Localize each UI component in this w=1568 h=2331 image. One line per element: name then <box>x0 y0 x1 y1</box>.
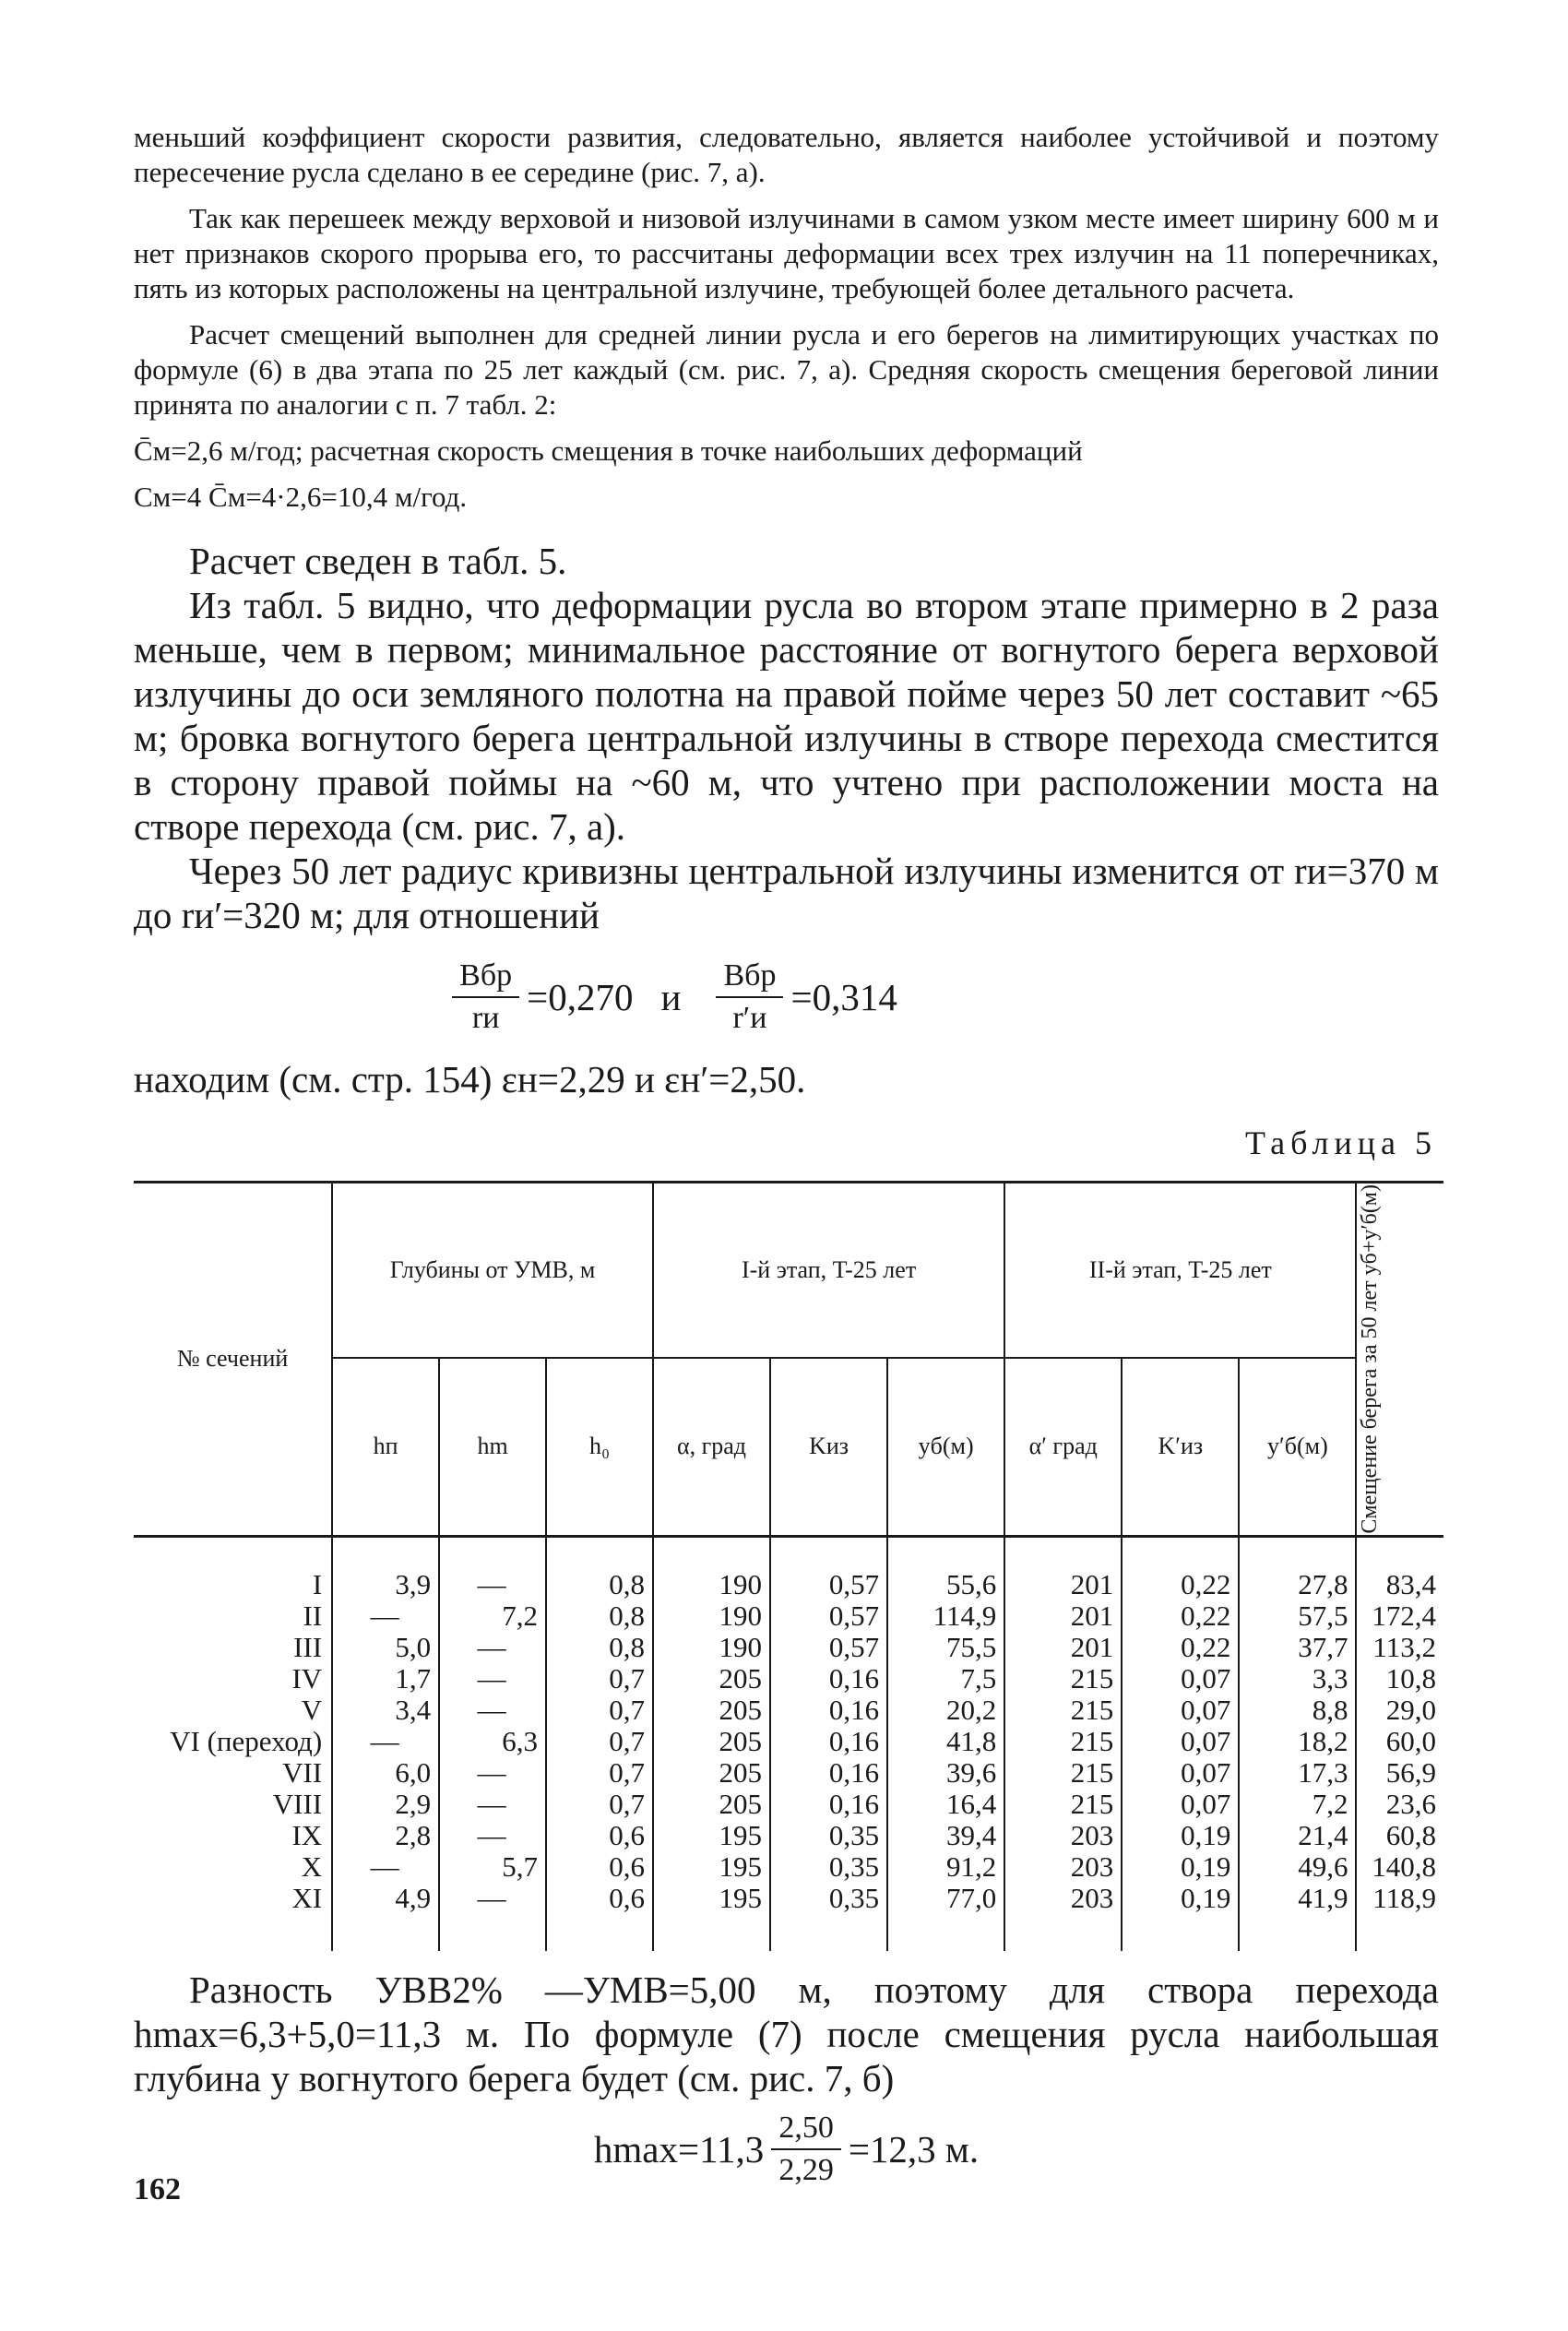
table-row <box>134 1695 1443 1726</box>
sub-header-alpha2: α′ град <box>1004 1358 1122 1537</box>
table-cell: — <box>439 1883 546 1951</box>
table-cell: — <box>439 1789 546 1820</box>
sub-header-h0: h₀ <box>546 1358 653 1537</box>
table-cell: 0,19 <box>1122 1851 1239 1883</box>
table-cell: 57,5 <box>1239 1600 1356 1632</box>
table-cell: 0,07 <box>1122 1726 1239 1757</box>
sub-header-kiz2: K′из <box>1122 1358 1239 1537</box>
table-cell: 23,6 <box>1356 1789 1443 1820</box>
paragraph-3: Расчет смещений выполнен для средней линии русла и его берегов на лимитирующих участках по формуле (6) в два этапа по 25 лет каждый (см. рис. 7, а). Средняя скорость смещения береговой линии принята по аналогии с п. 7 табл. 2: <box>134 318 1439 421</box>
table-cell: 75,5 <box>887 1632 1004 1663</box>
table-cell: 172,4 <box>1356 1600 1443 1632</box>
ratio-fraction-2: $\frac{\text{Bбр}}{r'и}$ <box>716 956 783 1039</box>
table-cell: 0,35 <box>770 1820 887 1851</box>
table-cell: 10,8 <box>1356 1663 1443 1695</box>
table-cell: 39,4 <box>887 1820 1004 1851</box>
table-cell: — <box>439 1632 546 1663</box>
table-cell: 2,9 <box>332 1789 439 1820</box>
table-row <box>134 1883 1443 1951</box>
table-cell: 0,19 <box>1122 1883 1239 1951</box>
paragraph-main: Из табл. 5 видно, что деформации русла во втором этапе примерно в 2 раза меньше, чем в первом; минимальное расстояние от вогнутого берега верховой излучины до оси земляного полотна на правой пойме через 50 лет составит ~65 м; бровка вогнутого берега центральной излучины в створе перехода сместится в сторону правой поймы на ~60 м, что учтено при расположении моста на створе перехода (см. рис. 7, а). <box>134 584 1439 848</box>
table-cell: 39,6 <box>887 1757 1004 1789</box>
table-row <box>134 1632 1443 1663</box>
table-cell: 203 <box>1004 1851 1122 1883</box>
table-cell: 195 <box>653 1820 770 1851</box>
table-row <box>134 1851 1443 1883</box>
table-cell: 3,9 <box>332 1536 439 1600</box>
paragraph-find: находим (см. стр. 154) εн=2,29 и εн′=2,50. <box>134 1058 806 1100</box>
table-cell: — <box>332 1726 439 1757</box>
table-cell: 190 <box>653 1632 770 1663</box>
table-cell: 3,3 <box>1239 1663 1356 1695</box>
table-cell: 29,0 <box>1356 1695 1443 1726</box>
table-cell: — <box>332 1851 439 1883</box>
table-cell: 6,0 <box>332 1757 439 1789</box>
table-cell: 190 <box>653 1600 770 1632</box>
group-stage1: I-й этап, T-25 лет <box>653 1183 1004 1358</box>
table-cell: 203 <box>1004 1820 1122 1851</box>
sub-header-yb: yб(м) <box>887 1358 1004 1537</box>
table-cell: 118,9 <box>1356 1883 1443 1951</box>
table-cell: 0,22 <box>1122 1632 1239 1663</box>
table-cell: 201 <box>1004 1632 1122 1663</box>
table-cell: 0,6 <box>546 1883 653 1951</box>
table-cell: 6,3 <box>439 1726 546 1757</box>
table-cell: 55,6 <box>887 1536 1004 1600</box>
table-cell: — <box>439 1757 546 1789</box>
velocity-formula-1: C̄м=2,6 м/год; расчетная скорость смещения в точке наибольших деформаций <box>134 434 1083 467</box>
table-row <box>134 1726 1443 1757</box>
table-cell: 205 <box>653 1726 770 1757</box>
section-name: IX <box>291 1818 323 1851</box>
table-cell: 0,16 <box>770 1663 887 1695</box>
table-cell: 0,16 <box>770 1726 887 1757</box>
table-cell: 0,22 <box>1122 1536 1239 1600</box>
table-cell: 0,22 <box>1122 1600 1239 1632</box>
table-cell: 8,8 <box>1239 1695 1356 1726</box>
table-cell: 205 <box>653 1757 770 1789</box>
section-name: VI (переход) <box>170 1724 323 1757</box>
table-cell: — <box>439 1695 546 1726</box>
table-cell: 56,9 <box>1356 1757 1443 1789</box>
paragraph-calc: Расчет сведен в табл. 5. <box>189 540 567 582</box>
table-cell: 83,4 <box>1356 1536 1443 1600</box>
velocity-formula-2: Cм=4 C̄м=4·2,6=10,4 м/год. <box>134 481 468 513</box>
table-cell: 190 <box>653 1536 770 1600</box>
col-shift-header: Смещение берега за 50 лет yб+y′б(м) <box>1356 1183 1443 1537</box>
table-caption: Таблица 5 <box>1245 1124 1437 1161</box>
table-cell: 0,19 <box>1122 1820 1239 1851</box>
sub-header-kiz: Kиз <box>770 1358 887 1537</box>
table-row <box>134 1600 1443 1632</box>
table-cell: 0,8 <box>546 1600 653 1632</box>
table-row <box>134 1536 1443 1600</box>
ratio-fraction-1: $\frac{\text{Bбр}}{rи}$ <box>452 956 519 1039</box>
table-cell: 0,6 <box>546 1851 653 1883</box>
table-cell: 1,7 <box>332 1663 439 1695</box>
table-cell: 215 <box>1004 1726 1122 1757</box>
table-cell: 16,4 <box>887 1789 1004 1820</box>
table-cell: 41,9 <box>1239 1883 1356 1951</box>
table-cell: 0,57 <box>770 1632 887 1663</box>
table-cell: 205 <box>653 1789 770 1820</box>
table-cell: 0,7 <box>546 1726 653 1757</box>
table-cell: 0,57 <box>770 1536 887 1600</box>
sub-header-yb2: y′б(м) <box>1239 1358 1356 1537</box>
table-cell: — <box>332 1600 439 1632</box>
table-cell: 41,8 <box>887 1726 1004 1757</box>
table-row <box>134 1663 1443 1695</box>
table-cell: 0,16 <box>770 1757 887 1789</box>
table-cell: 0,7 <box>546 1789 653 1820</box>
table-cell: 0,07 <box>1122 1757 1239 1789</box>
table-cell: 0,35 <box>770 1883 887 1951</box>
table-cell: 0,7 <box>546 1663 653 1695</box>
table-cell: — <box>439 1663 546 1695</box>
table-cell: 3,4 <box>332 1695 439 1726</box>
section-name: III <box>293 1630 323 1663</box>
table-cell: 5,7 <box>439 1851 546 1883</box>
table-row <box>134 1789 1443 1820</box>
group-depths: Глубины от УМВ, м <box>332 1183 653 1358</box>
table-cell: 60,8 <box>1356 1820 1443 1851</box>
table-cell: 2,8 <box>332 1820 439 1851</box>
table-cell: 0,16 <box>770 1695 887 1726</box>
table-cell: 113,2 <box>1356 1632 1443 1663</box>
table-cell: 0,7 <box>546 1695 653 1726</box>
table-cell: 201 <box>1004 1600 1122 1632</box>
table-cell: 0,07 <box>1122 1789 1239 1820</box>
sub-header-hp: hп <box>332 1358 439 1537</box>
paragraph-2: Так как перешеек между верховой и низовой излучинами в самом узком месте имеет ширину 600 м и нет признаков скорого прорыва его, то рассчитаны деформации всех трех излучин на 11 поперечниках, пять из которых расположены на центральной излучине, требующей более детального расчета. <box>134 202 1439 304</box>
table-row <box>134 1820 1443 1851</box>
table-cell: — <box>439 1820 546 1851</box>
table-cell: 215 <box>1004 1789 1122 1820</box>
table-cell: 195 <box>653 1851 770 1883</box>
paragraph-radius: Через 50 лет радиус кривизны центральной излучины изменится от rи=370 м до rи′=320 м; для отношений <box>134 850 1439 936</box>
table-body <box>134 1536 1443 1951</box>
intro-text <box>134 120 1439 515</box>
table-cell: 215 <box>1004 1695 1122 1726</box>
table-cell: 0,8 <box>546 1632 653 1663</box>
table-cell: 0,35 <box>770 1851 887 1883</box>
table-cell: 7,5 <box>887 1663 1004 1695</box>
group-stage2: II-й этап, T-25 лет <box>1004 1183 1356 1358</box>
ratio-formula: $\frac{\text{Bбр}}{rи}$ =0,270 и $\frac{\text{Bбр}}{r'и}$ =0,314 <box>0 937 1439 1057</box>
table-cell: 0,16 <box>770 1789 887 1820</box>
table-cell: 91,2 <box>887 1851 1004 1883</box>
table-cell: 0,07 <box>1122 1663 1239 1695</box>
section-name: I <box>312 1567 323 1600</box>
col-section-header: № сечений <box>134 1183 332 1537</box>
table-cell: — <box>439 1536 546 1600</box>
table-cell: 205 <box>653 1695 770 1726</box>
table-cell: 7,2 <box>1239 1789 1356 1820</box>
table-cell: 195 <box>653 1883 770 1951</box>
page-content <box>134 120 1439 2191</box>
table-cell: 18,2 <box>1239 1726 1356 1757</box>
data-table <box>134 1181 1443 1951</box>
sub-header-alpha: α, град <box>653 1358 770 1537</box>
table-cell: 201 <box>1004 1536 1122 1600</box>
section-name: XI <box>291 1881 323 1914</box>
table-cell: 60,0 <box>1356 1726 1443 1757</box>
table-cell: 5,0 <box>332 1632 439 1663</box>
table-cell: 37,7 <box>1239 1632 1356 1663</box>
table-cell: 21,4 <box>1239 1820 1356 1851</box>
section-name: V <box>301 1693 323 1726</box>
main-text <box>134 539 1439 937</box>
table-cell: 7,2 <box>439 1600 546 1632</box>
table-cell: 140,8 <box>1356 1851 1443 1883</box>
table-cell: 4,9 <box>332 1883 439 1951</box>
table-cell: 0,57 <box>770 1600 887 1632</box>
table-cell: 20,2 <box>887 1695 1004 1726</box>
table-cell: 205 <box>653 1663 770 1695</box>
table-cell: 0,7 <box>546 1757 653 1789</box>
section-name: IV <box>291 1661 323 1695</box>
table-row <box>134 1757 1443 1789</box>
paragraph-1: меньший коэффициент скорости развития, следовательно, является наиболее устойчивой и поэтому пересечение русла сделано в ее середине (рис. 7, а). <box>134 121 1439 188</box>
section-name: II <box>303 1599 323 1632</box>
section-name: X <box>301 1849 323 1883</box>
sub-header-hm: hm <box>439 1358 546 1537</box>
table-cell: 215 <box>1004 1663 1122 1695</box>
table-cell: 0,8 <box>546 1536 653 1600</box>
table-cell: 77,0 <box>887 1883 1004 1951</box>
section-name: VIII <box>272 1787 323 1820</box>
table-cell: 0,6 <box>546 1820 653 1851</box>
paragraph-after: Разность УВВ2% —УМВ=5,00 м, поэтому для створа перехода hmax=6,3+5,0=11,3 м. По формуле (7) после смещения русла наибольшая глубина у вогнутого берега будет (см. рис. 7, б) <box>134 1968 1439 2099</box>
table-cell: 0,07 <box>1122 1695 1239 1726</box>
final-formula: hmax=11,3 $\frac{2,50}{2,29}$ =12,3 м. <box>134 2108 1439 2191</box>
page-number: 162 <box>134 2172 181 2206</box>
table-cell: 49,6 <box>1239 1851 1356 1883</box>
table-cell: 27,8 <box>1239 1536 1356 1600</box>
table-cell: 114,9 <box>887 1600 1004 1632</box>
table-cell: 17,3 <box>1239 1757 1356 1789</box>
table-cell: 215 <box>1004 1757 1122 1789</box>
table-cell: 203 <box>1004 1883 1122 1951</box>
section-name: VII <box>282 1755 323 1789</box>
